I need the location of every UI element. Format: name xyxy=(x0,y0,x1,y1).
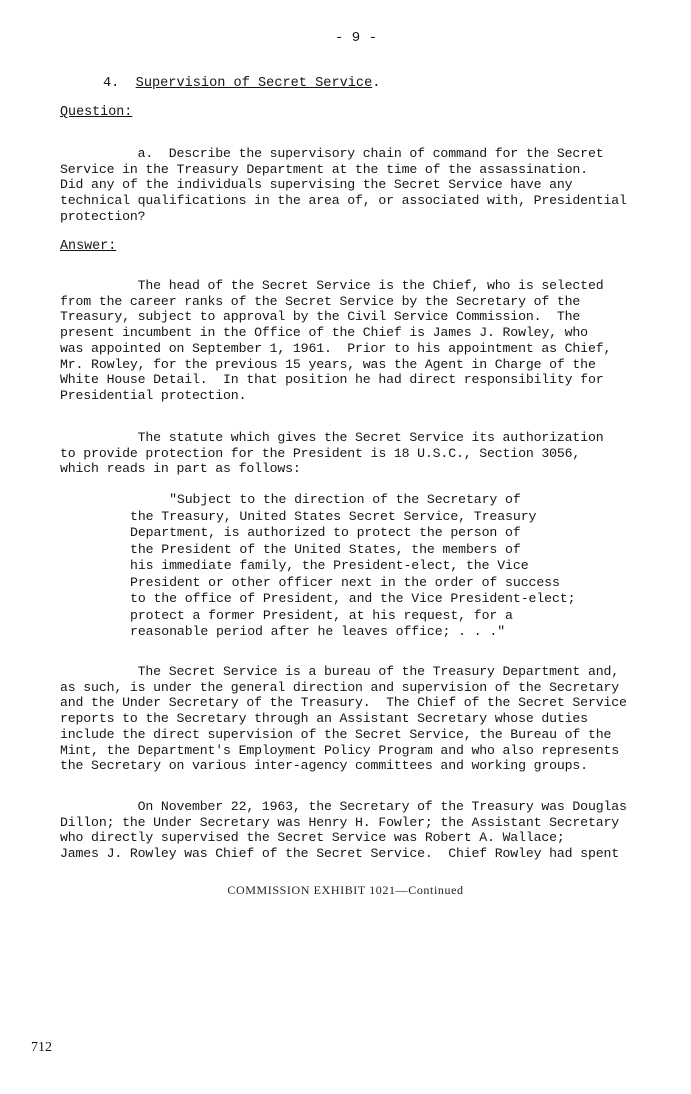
section-heading xyxy=(103,76,380,91)
section-title-period: . xyxy=(372,76,381,91)
folio-number: 712 xyxy=(31,1040,52,1055)
question-label: Question: xyxy=(60,105,133,120)
answer-paragraph-2: The statute which gives the Secret Service its authorization to provide protection for the President is 18 U.S.C., Section 3056, which reads in part as follows: xyxy=(60,430,604,477)
question-text: a. Describe the supervisory chain of command for the Secret Service in the Treasury Department at the time of the assassination. Did any of the individuals supervising the Secret Service have any technical qualifications in the area of, or associated with, Presidential protection? xyxy=(60,146,627,224)
page-number: - 9 - xyxy=(335,30,378,46)
answer-paragraph-4: On November 22, 1963, the Secretary of the Treasury was Douglas Dillon; the Under Secretary was Henry H. Fowler; the Assistant Secretary who directly supervised the Secret Service was Robert A. Wallace; James J. Rowley was Chief of the Secret Service. Chief Rowley had spent xyxy=(60,799,627,862)
section-title: Supervision of Secret Service xyxy=(135,76,373,91)
statute-quote: "Subject to the direction of the Secretary of the Treasury, United States Secret Service, Treasury Department, is authorized to protect the person of the President of the United States, the members of his immediate family, the President-elect, the Vice President or other officer next in the order of success to the office of President, and the Vice President-elect; protect a former President, at his request, for a reasonable period after he leaves office; . . ." xyxy=(130,492,576,639)
answer-label: Answer: xyxy=(60,239,117,254)
exhibit-caption: COMMISSION EXHIBIT 1021—Continued xyxy=(227,883,464,897)
section-number: 4. xyxy=(103,76,120,91)
answer-paragraph-3: The Secret Service is a bureau of the Treasury Department and, as such, is under the general direction and supervision of the Secretary and the Under Secretary of the Treasury. The Chief of the Secret Service reports to the Secretary through an Assistant Secretary whose duties include the direct supervision of the Secret Service, the Bureau of the Mint, the Department's Employment Policy Program and who also represents the Secretary on various inter-agency committees and working groups. xyxy=(60,664,627,774)
answer-paragraph-1: The head of the Secret Service is the Chief, who is selected from the career ranks of the Secret Service by the Secretary of the Treasury, subject to approval by the Civil Service Commission. The present incumbent in the Office of the Chief is James J. Rowley, who was appointed on September 1, 1961. Prior to his appointment as Chief, Mr. Rowley, for the previous 15 years, was the Agent in Charge of the White House Detail. In that position he had direct responsibility for Presidential protection. xyxy=(60,278,612,403)
